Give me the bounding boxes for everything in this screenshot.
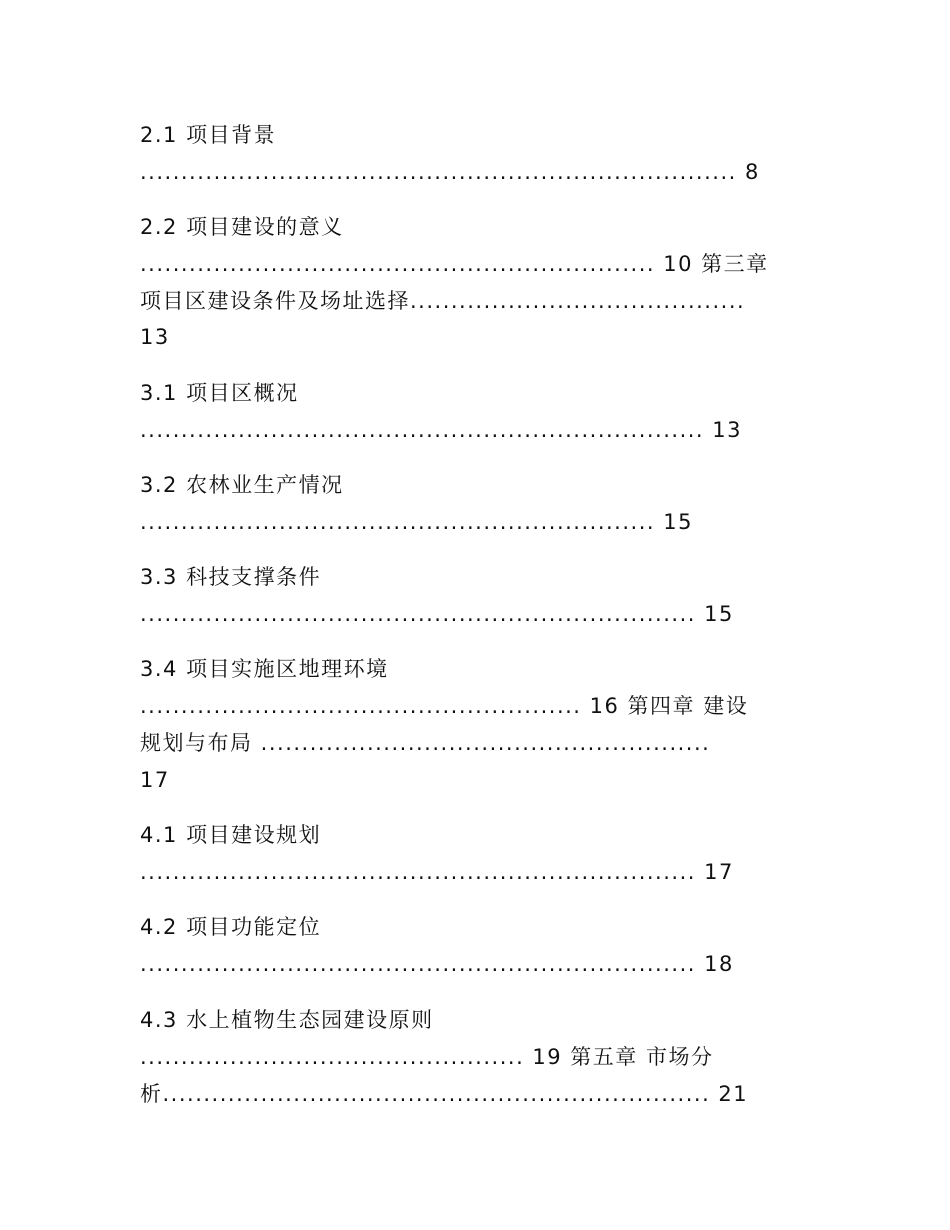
toc-heading-4-1: 4.1 项目建设规划 [140, 823, 322, 847]
toc-heading-3-2: 3.2 农林业生产情况 [140, 473, 344, 497]
toc-leader-line: ...................................................... 16 第四章 建设 [140, 694, 749, 718]
toc-leader-line: ..................................................................... 13 [140, 418, 742, 442]
toc-page-number: 17 [140, 768, 170, 792]
toc-heading-2-1: 2.1 项目背景 [140, 123, 277, 147]
toc-leader-line: ............................................................... 10 第三章 [140, 252, 769, 276]
toc-chapter-4-title: 规划与布局 ....................................................... [140, 731, 711, 755]
toc-heading-3-3: 3.3 科技支撑条件 [140, 565, 322, 589]
toc-heading-4-2: 4.2 项目功能定位 [140, 915, 322, 939]
toc-heading-3-4: 3.4 项目实施区地理环境 [140, 657, 389, 681]
toc-leader-line: ......................................................................... 8 [140, 160, 760, 184]
toc-heading-4-3: 4.3 水上植物生态园建设原则 [140, 1008, 434, 1032]
toc-page-number: 13 [140, 325, 170, 349]
toc-leader-line: ............................................................... 15 [140, 510, 693, 534]
toc-leader-line: .................................................................... 15 [140, 602, 734, 626]
toc-heading-2-2: 2.2 项目建设的意义 [140, 215, 344, 239]
toc-leader-line: ............................................... 19 第五章 市场分 [140, 1045, 714, 1069]
toc-chapter-5-title: 析................................................................... 21 [140, 1082, 749, 1106]
toc-heading-3-1: 3.1 项目区概况 [140, 381, 299, 405]
toc-leader-line: .................................................................... 18 [140, 952, 734, 976]
toc-chapter-3-title: 项目区建设条件及场址选择......................................... [140, 289, 746, 313]
toc-leader-line: .................................................................... 17 [140, 860, 734, 884]
